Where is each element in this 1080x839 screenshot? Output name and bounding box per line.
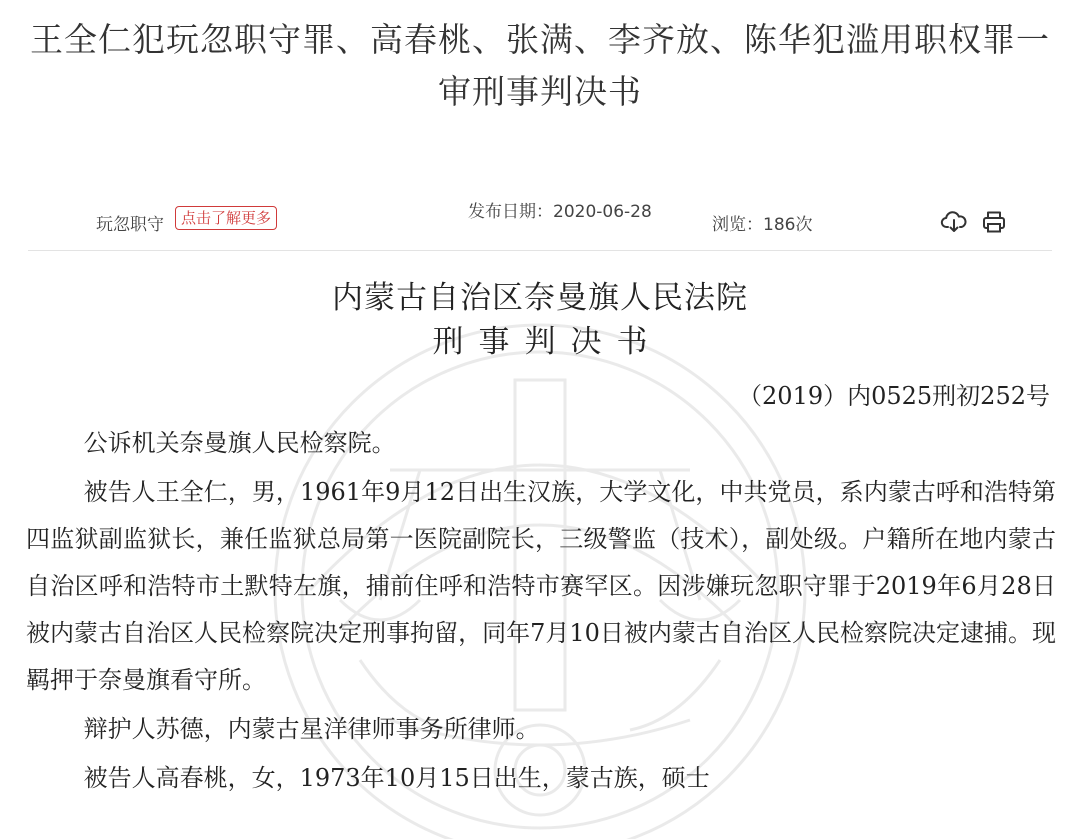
judgment-content [26, 420, 1056, 804]
paragraph-defendant-gao: 被告人高春桃，女，1973年10月15日出生，蒙古族，硕士 [83, 764, 710, 792]
document-title-line-1: 王全仁犯玩忽职守罪、高春桃、张满、李齐放、陈华犯滥用职权罪一 [30, 20, 1050, 59]
document-kind: 刑事判决书 [432, 324, 663, 360]
meta-actions [940, 208, 1008, 236]
meta-bar [28, 196, 1052, 251]
print-icon[interactable] [980, 208, 1008, 236]
court-heading [0, 276, 1080, 364]
view-count: 浏览：186次 [712, 215, 813, 235]
case-number: （2019）内0525刑初252号 [738, 382, 1050, 410]
paragraph-defendant-wang: 被告人王全仁，男，1961年9月12日出生汉族，大学文化，中共党员，系内蒙古呼和浩特第四监狱副监狱长，兼任监狱总局第一医院副院长，三级警监（技术），副处级。户籍所在地内蒙古自治区呼和浩特市土默特左旗，捕前住呼和浩特市赛罕区。因涉嫌玩忽职守罪于2019年6月28日被内蒙古自治区人民检察院决定刑事拘留，同年7月10日被内蒙古自治区人民检察院决定逮捕。现羁押于奈曼旗看守所。 [26, 478, 1056, 694]
learn-more-button[interactable]: 点击了解更多 [175, 206, 277, 230]
publish-date: 发布日期：2020-06-28 [468, 202, 652, 222]
paragraph-defense-counsel: 辩护人苏德，内蒙古星洋律师事务所律师。 [83, 715, 540, 743]
document-title [0, 14, 1080, 118]
court-name: 内蒙古自治区奈曼旗人民法院 [332, 280, 748, 316]
category-tag[interactable]: 玩忽职守 [96, 215, 164, 235]
download-icon[interactable] [940, 208, 968, 236]
paragraph-prosecutor: 公诉机关奈曼旗人民检察院。 [83, 429, 396, 457]
document-title-line-2: 审刑事判决书 [438, 72, 642, 111]
